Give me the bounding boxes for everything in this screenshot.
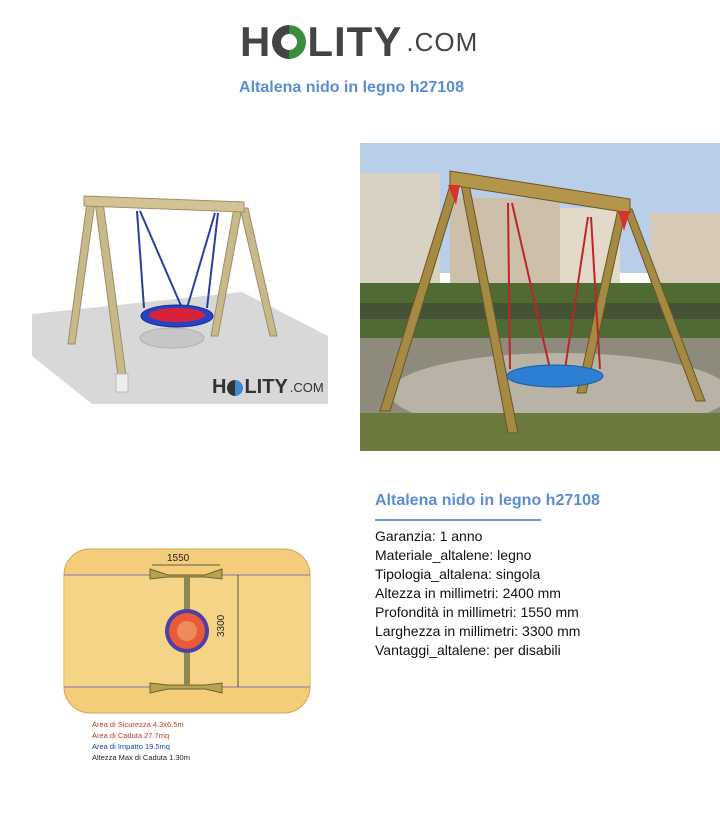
legend-impact-area: Area di Impatto 19.5mq xyxy=(92,742,170,751)
watermark-suffix: .COM xyxy=(289,380,324,395)
spec-material: Materiale_altalene: legno xyxy=(375,547,532,563)
swing-render-drawing xyxy=(32,186,328,404)
spec-width: Larghezza in millimetri: 3300 mm xyxy=(375,623,581,639)
legend-safety-area: Area di Sicurezza 4.3x6.5m xyxy=(92,720,184,729)
plan-legend xyxy=(92,719,190,763)
product-info-panel xyxy=(375,492,695,660)
plan-drawing xyxy=(60,545,320,717)
logo-o-icon xyxy=(272,25,306,59)
watermark-letters: LITY xyxy=(244,376,288,398)
swing-photo-drawing xyxy=(360,143,720,451)
spec-height: Altezza in millimetri: 2400 mm xyxy=(375,585,561,601)
title-underline xyxy=(375,519,541,521)
product-render-image xyxy=(32,186,328,404)
page-title: Altalena nido in legno h27108 xyxy=(239,79,464,96)
logo-letters: LITY xyxy=(307,18,403,65)
spec-depth: Profondità in millimetri: 1550 mm xyxy=(375,604,579,620)
plan-width-dimension: 1550 xyxy=(167,553,190,564)
logo-letter-h: H xyxy=(240,18,272,65)
product-photo xyxy=(360,143,720,451)
product-title: Altalena nido in legno h27108 xyxy=(375,492,600,509)
holity-logo[interactable] xyxy=(240,14,490,70)
safety-area-plan xyxy=(60,545,320,770)
render-watermark xyxy=(212,376,324,399)
plan-height-dimension: 3300 xyxy=(216,614,227,637)
watermark-letter-h: H xyxy=(212,376,227,398)
spec-type: Tipologia_altalena: singola xyxy=(375,566,541,582)
spec-warranty: Garanzia: 1 anno xyxy=(375,528,483,544)
spec-advantages: Vantaggi_altalene: per disabili xyxy=(375,642,561,658)
legend-fall-area: Area di Caduta 27.7mq xyxy=(92,731,170,740)
legend-max-fall-height: Altezza Max di Caduta 1.30m xyxy=(92,753,190,762)
logo-suffix: .COM xyxy=(406,27,479,57)
watermark-o-icon xyxy=(227,380,243,396)
